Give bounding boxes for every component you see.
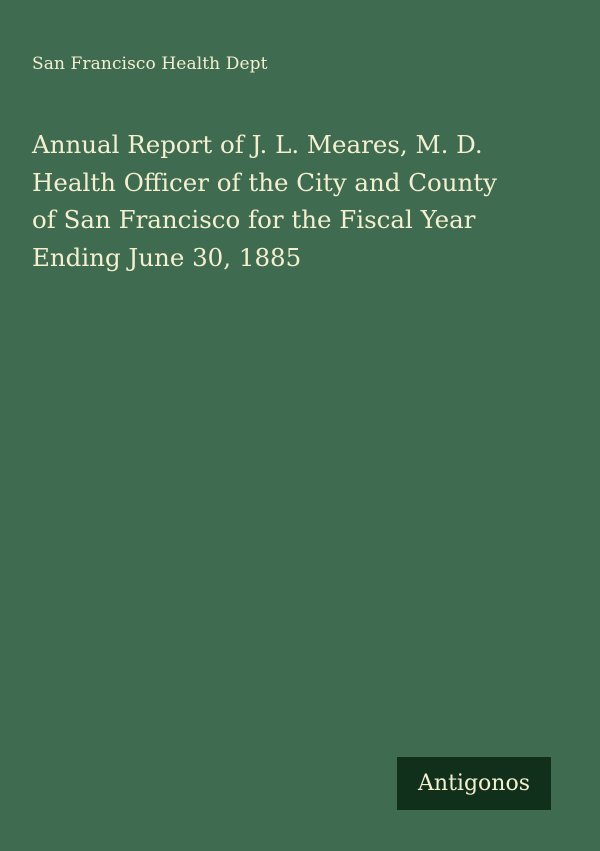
publisher-badge <box>397 757 551 810</box>
title-line: Health Officer of the City and County <box>32 167 497 197</box>
title-line: Ending June 30, 1885 <box>32 242 302 272</box>
author-name: San Francisco Health Dept <box>32 54 268 74</box>
publisher-name: Antigonos <box>418 770 530 796</box>
title-line: of San Francisco for the Fiscal Year <box>32 205 476 234</box>
book-title <box>32 126 577 276</box>
title-line: Annual Report of J. L. Meares, M. D. <box>32 130 483 159</box>
